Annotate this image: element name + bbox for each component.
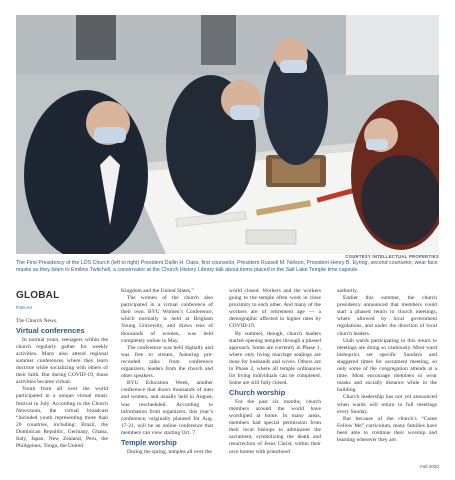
paragraph: In normal years, teenagers within the church regularly gather for weekly activities. Many also attend regional summer conferences where they learn doctrine while socializing with others of their faith. But during COVID-19, those activities became virtual. (16, 336, 108, 386)
article-column-2 (121, 288, 213, 456)
paragraph: The Church News. (16, 318, 58, 324)
paragraph: By summer, though, church leaders started opening temples through a phased approach. Some are currently in Phase 1, where only living marriage sealings are done for husbands and wives. Others are in Phase 2, where all temple ordinances for living individuals can be completed. Some are still fully closed. (229, 330, 321, 387)
paragraph: The conference was held digitally and was free to stream, featuring pre-recorded talks from conference organizers, leaders from the church and other speakers. (121, 344, 213, 380)
subheading: Church worship (229, 388, 286, 398)
paragraph: authority. (337, 288, 358, 294)
article-column-1 (16, 318, 108, 450)
paragraph: BYU Education Week, another conference that draws thousands of men and women, and usually held in August, was rescheduled. According to information from organizers, this year’s conference, originally planned for Aug. 17-21, will be an online conference that members can view starting Oct. 7. (121, 380, 213, 436)
paragraph: Earlier this summer, the church presidency announced that members could start a phased return to church meetings, where allowed by local government regulations, and under the direction of local church leaders. (337, 295, 437, 337)
photo-illustration (16, 15, 439, 254)
article-column-4 (337, 288, 437, 444)
paragraph: The women of the church also participated in a virtual conference of their own. BYU Women’s Conference, which normally is held at Brigham Young University, and draws tens of thousands of women, was held completely online in May. (121, 295, 213, 344)
paragraph: Youth from all over the world participated in a unique virtual music festival in July. According to the Church Newsroom, the virtual broadcast “included youth representing more than 20 countries, including: Brazil, the Dominican Republic, Germany, Ghana, Italy, Japan, New Zealand, Peru, the Philippines, Tonga, the United (16, 386, 108, 450)
subheading: Virtual conferences (16, 326, 85, 336)
paragraph: Church leadership has not yet announced when wards will return to full meetings every Sunday. (337, 394, 437, 415)
page-folio: Fall 2020 (420, 464, 439, 469)
article-column-3 (229, 288, 321, 456)
paragraph: Kingdom and the United States.” (121, 288, 194, 294)
news-photo (16, 15, 439, 254)
continued-from: From AA (16, 305, 33, 310)
section-title: GLOBAL (16, 290, 60, 301)
paragraph: During the spring, temples all over the (127, 448, 212, 455)
paragraph: For the past six months, church members around the world have worshiped at home. In many areas, members had special permission from their local bishops to administer the sacrament, symbolizing the death and resurrection of Jesus Christ, within their own homes with priesthood (229, 398, 321, 455)
photo-credit: COURTESY INTELLECTUAL PROPERTIES (345, 254, 439, 259)
photo-caption: The First Presidency of the LDS Church (left to right) President Dallin H. Oaks, first counselor, President Russell M. Nelson, President Henry B. Eyring, second counselor, wear face masks as they listen to Emiline Twitchell, a conservator at the Church History Library talk about items placed in the Salt Lake Temple time capsule. (16, 260, 438, 273)
subheading: Temple worship (121, 437, 177, 447)
paragraph: Utah wards participating in this return to meetings are doing so cautiously. Most ward bishoprics set specific Sundays and staggered times for sacrament meeting, so only some of the congregation attends at a time. Most encourage members to wear masks and socially distance while in the building. (337, 337, 437, 394)
paragraph: But because of the church’s “Come Follow Me” curriculum, many families have been able to continue their worship and learning wherever they are. (337, 415, 437, 443)
paragraph: world closed. Workers and the workers going to the temple often work in close proximity to each other. And many of the workers are of retirement age — a demographic affected in higher rates by COVID-19. (229, 288, 321, 330)
